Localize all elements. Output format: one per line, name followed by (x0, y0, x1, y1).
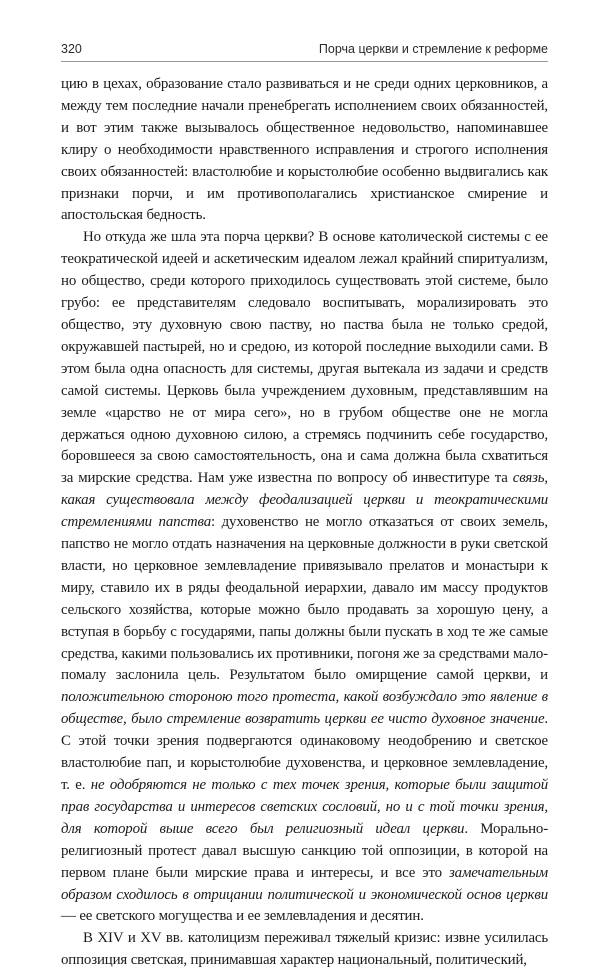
text-run: . Морально-религиозный протест давал высшую санкцию той оппозиции, в которой на первом плане были мирские права и интересы, и все это (61, 820, 548, 881)
text-run: : духовенство не могло отказаться от своих земель, папство не могло отдать назначения на церковные должности в руки светской власти, но церковное землевладение привязывало прелатов и монастыри к миру, ставило их в ряды феодальной иерархии, давало им массу продуктов сельского хозяйства, которые можно было продавать за хорошую цену, а вступая в борьбу с государями, папы должны были пускать в ход те же самые средства, какими пользовались их противники, погоня же за средствами мало-помалу заслонила цель. Результатом было омирщение самой церкви, и (61, 514, 548, 684)
text-run: В XIV и XV вв. католицизм переживал тяжелый кризис: извне усилилась оппозиция светская, принимавшая характер национальный, политический, (61, 930, 548, 969)
chapter-title: Порча церкви и стремление к реформе (318, 42, 548, 56)
text-run: . С этой точки зрения подвергаются одинаковому неодобрению и светское властолюбие пап, и корыстолюбие духовенства, и церковное землевладение, т. е. (61, 711, 548, 793)
paragraph (61, 227, 548, 928)
page-number: 320 (61, 42, 82, 56)
text-run: Но откуда же шла эта порча церкви? В основе католической системы с ее теократической идеей и аскетическим идеалом лежал крайний спиритуализм, но общество, среди которого приходилось существовать этой системе, было грубо: ее представителям следовало воспитывать, морализировать это общество, эту духовную свою паству, но паства была не только средой, окружавшей пастырей, но и средою, из которой последние выходили сами. В этом была одна опасность для системы, другая вытекала из задачи и средств самой системы. Церковь была учреждением духовным, представлявшим на земле «царство не от мира сего», но в грубом обществе оне не могла держаться одною духовною силою, а стремясь подчинить себе государство, боровшееся за свою самостоятельность, она и сама должна была схватиться за мирские средства. Нам уже известна по вопросу об инвеституре та (61, 229, 548, 487)
paragraph (61, 928, 548, 972)
italic-text-run: не одобряются не только с тех точек зрения, которые были защитой прав государства и интересов светских сословий, но и с той точки зрения, для которой выше всего был религиозный идеал церкви (61, 777, 548, 837)
book-page (61, 42, 548, 972)
italic-text-run: положительною стороною того протеста, какой возбуждало это явление в обществе, было стремление возвратить церкви ее чисто духовное значение (61, 689, 548, 728)
text-run: цию в цехах, образование стало развиваться и не среди одних церковников, а между тем последние начали пренебрегать исполнением своих обязанностей, и вот этим также вызывалось общественное недовольство, напоминавшее клиру о необходимости нравственного исправления и строгого исполнения своих обязанностей: властолюбие и корыстолюбие особенно выдвигались как признаки порчи, и им противополагались христианское смирение и апостольская бедность. (61, 76, 548, 224)
text-run: — ее светского могущества и ее землевладения и десятин. (61, 908, 424, 925)
running-header (61, 42, 548, 62)
italic-text-run: связь, какая существовала между феодализацией церкви и теократическими стремлениями папства (61, 470, 548, 531)
italic-text-run: замечательным образом сходилось в отрицании политической и экономической основ церкви (61, 864, 548, 903)
paragraph (61, 74, 548, 227)
body-text (61, 74, 548, 972)
